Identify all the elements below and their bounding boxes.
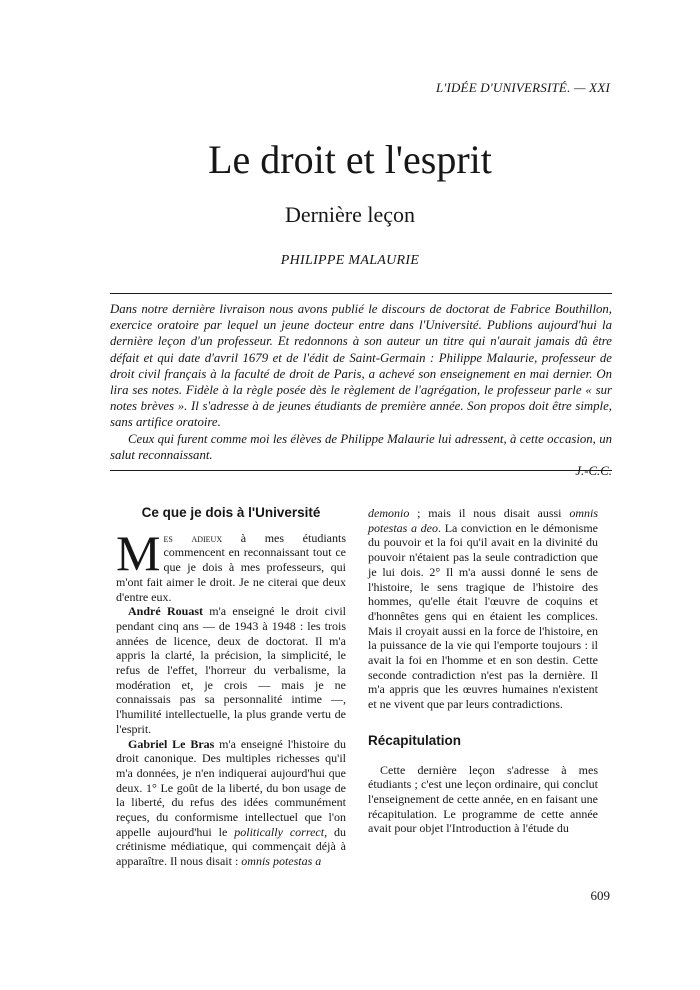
intro-paragraph-1: Dans notre dernière livraison nous avons publié le discours de doctorat de Fabrice Bouthillon, exercice oratoire par lequel un jeune docteur entre dans l'Université. Publions aujourd'hui la dernière leçon d'un professeur. Et redonnons à son auteur un titre qui n'aurait jamais dû être défait et qui date d'avril 1679 et de l'édit de Saint-Germain : Philippe Malaurie, professeur de droit civil français à la faculté de droit de Paris, a achevé son enseignement en mai dernier. On lira ses notes. Fidèle à la règle posée dès le règlement de l'agrégation, le professeur parle « sur notes brèves ». Il s'adresse à de jeunes étudiants de première année. Son propos doit être simple, sans artifice oratoire. — [110, 302, 612, 430]
drop-cap: M — [116, 524, 161, 581]
left-column — [116, 506, 346, 869]
article-title: Le droit et l'esprit — [208, 137, 492, 182]
paragraph-text: . La conviction en le démonisme du pouvoir et la foi qu'il avait en la divinité du pouvoir n'étaient pas la seule contradiction que je lui dois. 2° Il m'a aussi donné le sens de l'histoire, le sens tragique de l'histoire des hommes, qu'elle était l'œuvre de coquins et d'honnêtes gens qui en étaient les complices. Mais il croyait aussi en la force de l'histoire, en la puissance de la vie qui l'emporte toujours : il avait la foi en l'homme et en son destin. Cette seconde contradiction n'est pas la dernière. Il m'a appris que les œuvres humaines n'existent et ne vivent que par leurs contradictions. — [368, 520, 598, 712]
section-heading-recapitulation: Récapitulation — [368, 732, 462, 748]
paragraph-adieux — [116, 524, 346, 605]
intro-bottom-rule — [110, 470, 612, 471]
intro-paragraph-2: Ceux qui furent comme moi les élèves de Philippe Malaurie lui adressent, à cette occasion, un salut reconnaissant. — [110, 431, 612, 462]
paragraph-text: m'a enseigné l'histoire du droit canonique. Des multiples richesses qu'il m'a données, je n'en indiquerai aujourd'hui que deux. 1° Le goût de la liberté, du bon usage de la liberté, du refus des idées communément reçues, du conformisme intellectuel que l'on appelle aujourd'hui le — [116, 736, 346, 839]
paragraph-continuation — [368, 506, 598, 712]
paragraph-rouast — [116, 604, 346, 736]
right-column — [368, 506, 598, 836]
paragraph-text: m'a enseigné le droit civil pendant cinq ans — de 1943 à 1948 : les trois années de licence, deux de doctorat. Il m'a appris la clarté, la précision, la simplicité, le refus de l'effet, l'horreur du verbalisme, la modération et, je crois — mais je ne connaissais pas sa personnalité intime —, l'humilité intellectuelle, la plus grande vertu de l'esprit. — [116, 604, 346, 736]
paragraph-recapitulation: Cette dernière leçon s'adresse à mes étudiants ; c'est une leçon ordinaire, qui conclut l'enseignement de cette année, en en faisant une récapitulation. Le programme de cette année avait pour objet l'Introduction à l'étude du — [368, 762, 598, 836]
running-head: L'IDÉE D'UNIVERSITÉ. — XXI — [436, 80, 610, 95]
intro-top-rule — [110, 293, 612, 294]
page-number: 609 — [590, 888, 610, 903]
italic-phrase: omnis potestas a — [241, 854, 322, 869]
italic-phrase: omnis potestas a deo — [368, 506, 598, 535]
italic-phrase: demonio — [368, 506, 410, 520]
section-heading-university: Ce que je dois à l'Université — [141, 505, 321, 520]
paragraph-le-bras — [116, 737, 346, 869]
italic-phrase: politically correct — [234, 824, 325, 839]
editorial-intro — [110, 301, 612, 479]
person-name: Gabriel Le Bras — [128, 736, 215, 751]
paragraph-text: à mes étudiants commencent en reconnaissant tout ce que je dois à mes professeurs, qui m'ont fait aimer le droit. Je ne citerai que deux d'entre eux. — [116, 530, 346, 604]
article-subtitle: Dernière leçon — [284, 202, 416, 227]
paragraph-text: ; mais il nous disait aussi — [409, 506, 570, 520]
paragraph-text: , du crétinisme médiatique, qui commençait déjà à apparaître. Il nous disait : — [116, 824, 346, 869]
intro-signature: J.-C.C. — [575, 464, 612, 479]
smallcaps-lead: es adieux — [163, 530, 223, 545]
author-name: PHILIPPE MALAURIE — [280, 253, 420, 268]
person-name: André Rouast — [128, 604, 203, 619]
